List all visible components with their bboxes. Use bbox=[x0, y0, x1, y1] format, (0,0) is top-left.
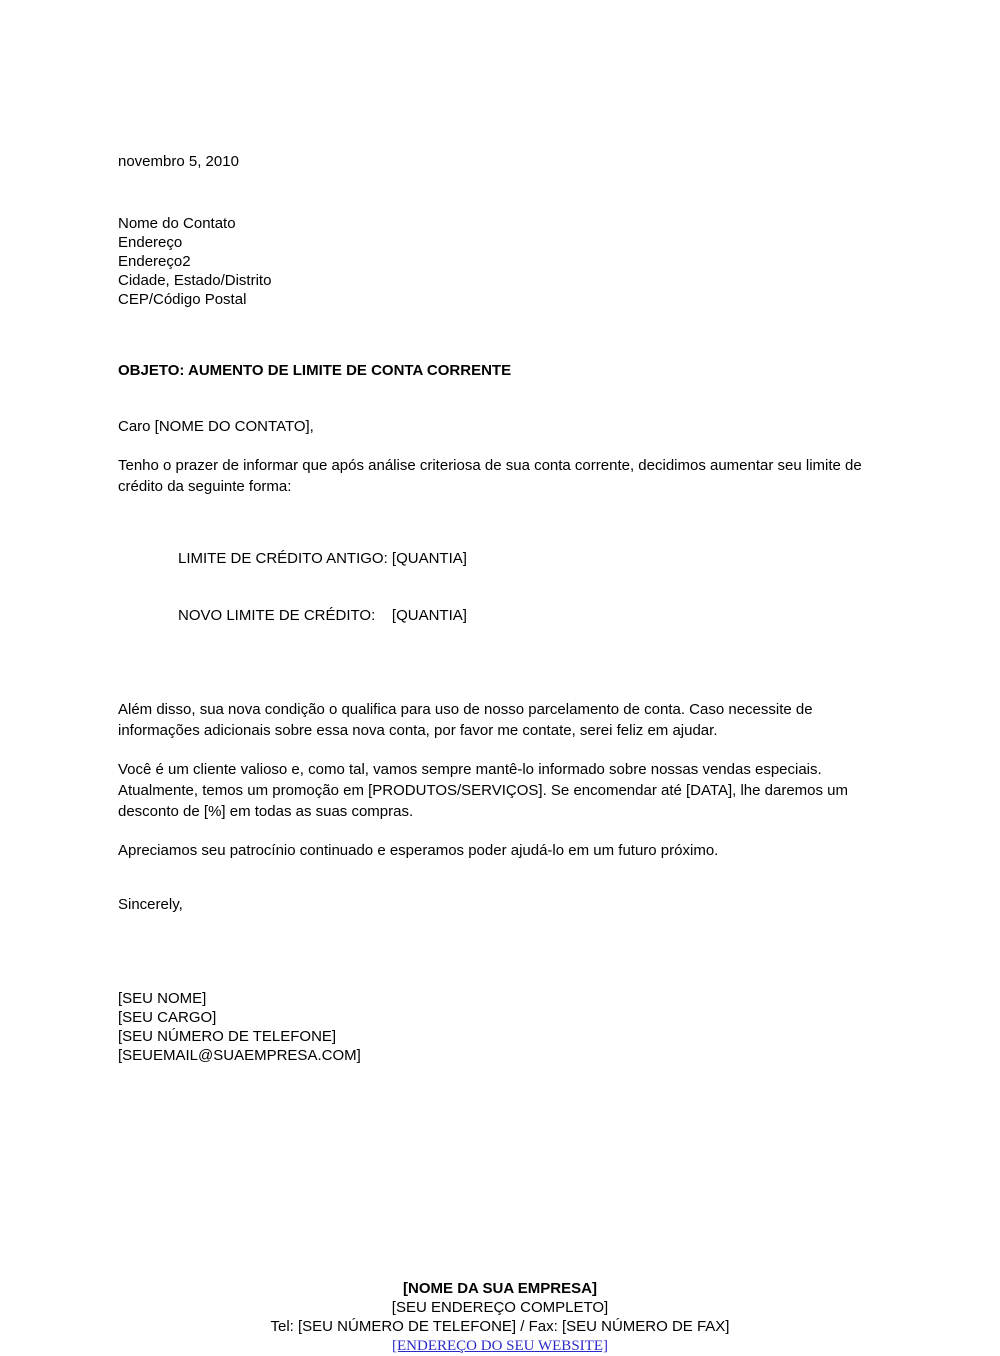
recipient-block bbox=[118, 214, 882, 309]
recipient-postal-code: CEP/Código Postal bbox=[118, 291, 247, 308]
footer-tel-fax: Tel: [SEU NÚMERO DE TELEFONE] / Fax: [SEU NÚMERO DE FAX] bbox=[270, 1318, 730, 1335]
sender-name: [SEU NOME] bbox=[118, 990, 207, 1007]
body-paragraph-intro: Tenho o prazer de informar que após análise criteriosa de sua conta corrente, decidimos aumentar seu limite de crédito da seguinte forma: bbox=[118, 457, 862, 495]
sender-title: [SEU CARGO] bbox=[118, 1009, 217, 1026]
credit-limit-block bbox=[118, 511, 882, 663]
company-footer bbox=[118, 1279, 882, 1356]
recipient-city-state: Cidade, Estado/Distrito bbox=[118, 272, 272, 289]
new-credit-limit-line: NOVO LIMITE DE CRÉDITO: [QUANTIA] bbox=[178, 607, 467, 624]
sender-email: [SEUEMAIL@SUAEMPRESA.COM] bbox=[118, 1047, 361, 1064]
recipient-name: Nome do Contato bbox=[118, 215, 236, 232]
footer-company-name: [NOME DA SUA EMPRESA] bbox=[403, 1280, 597, 1297]
letter-date: novembro 5, 2010 bbox=[118, 153, 239, 170]
old-credit-limit-line: LIMITE DE CRÉDITO ANTIGO: [QUANTIA] bbox=[178, 550, 467, 567]
body-paragraph-promotion: Você é um cliente valioso e, como tal, vamos sempre mantê-lo informado sobre nossas vendas especiais. Atualmente, temos um promoção em [PRODUTOS/SERVIÇOS]. Se encomendar até [DATA], lhe daremos um desconto de [%] em todas as suas compras. bbox=[118, 761, 849, 820]
recipient-address1: Endereço bbox=[118, 234, 183, 251]
greeting-line: Caro [NOME DO CONTATO], bbox=[118, 418, 314, 435]
body-paragraph-installment: Além disso, sua nova condição o qualifica para uso de nosso parcelamento de conta. Caso necessite de informações adicionais sobre essa nova conta, por favor me contate, serei feliz em ajudar. bbox=[118, 701, 813, 739]
recipient-address2: Endereço2 bbox=[118, 253, 191, 270]
signature-block bbox=[118, 989, 882, 1065]
closing-salutation: Sincerely, bbox=[118, 896, 183, 913]
sender-phone: [SEU NÚMERO DE TELEFONE] bbox=[118, 1028, 337, 1045]
subject-line: OBJETO: AUMENTO DE LIMITE DE CONTA CORRENTE bbox=[118, 362, 512, 379]
footer-website-link[interactable]: [ENDEREÇO DO SEU WEBSITE] bbox=[392, 1338, 608, 1354]
body-paragraph-thanks: Apreciamos seu patrocínio continuado e esperamos poder ajudá-lo em um futuro próximo. bbox=[118, 842, 719, 859]
footer-company-address: [SEU ENDEREÇO COMPLETO] bbox=[391, 1299, 609, 1316]
